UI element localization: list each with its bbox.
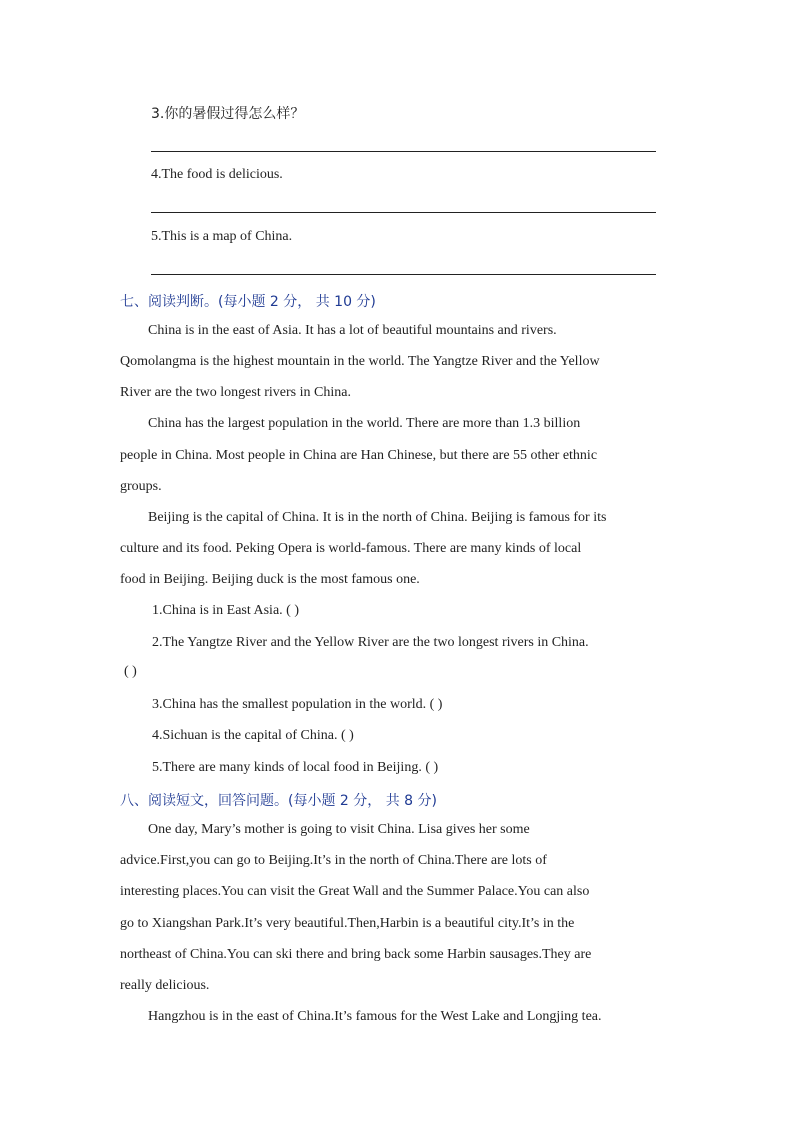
passage-7-line: people in China. Most people in China are Han Chinese, but there are 55 other ethnic — [120, 448, 598, 463]
answer-line-3 — [151, 151, 656, 152]
passage-8-line: northeast of China.You can ski there and bring back some Harbin sausages.They are — [120, 947, 592, 962]
passage-7-line: China has the largest population in the world. There are more than 1.3 billion — [148, 416, 581, 431]
question-6-3: 3.你的暑假过得怎么样？ — [151, 106, 305, 122]
section-8-heading: 八、阅读短文，回答问题。(每小题 2 分， 共 8 分) — [120, 793, 437, 809]
passage-8-line: Hangzhou is in the east of China.It’s famous for the West Lake and Longjing tea. — [148, 1009, 602, 1024]
passage-7-line: culture and its food. Peking Opera is world-famous. There are many kinds of local — [120, 541, 582, 556]
judgement-question-2: 2.The Yangtze River and the Yellow River are the two longest rivers in China. — [152, 635, 589, 650]
passage-8-line: go to Xiangshan Park.It’s very beautiful.Then,Harbin is a beautiful city.It’s in the — [120, 916, 575, 931]
question-6-5: 5.This is a map of China. — [151, 229, 293, 244]
passage-7-line: Beijing is the capital of China. It is in the north of China. Beijing is famous for its — [148, 510, 607, 525]
passage-8-line: advice.First,you can go to Beijing.It’s in the north of China.There are lots of — [120, 853, 547, 868]
answer-line-4 — [151, 212, 656, 213]
judgement-question-4: 4.Sichuan is the capital of China. ( ) — [152, 728, 354, 743]
passage-8-line: One day, Mary’s mother is going to visit China. Lisa gives her some — [148, 822, 530, 837]
judgement-question-1: 1.China is in East Asia. ( ) — [152, 603, 299, 618]
judgement-question-2-bracket: ( ) — [124, 664, 137, 679]
passage-7-line: food in Beijing. Beijing duck is the most famous one. — [120, 572, 420, 587]
passage-7-line: River are the two longest rivers in China. — [120, 385, 351, 400]
passage-8-line: interesting places.You can visit the Great Wall and the Summer Palace.You can also — [120, 884, 590, 899]
passage-7-line: Qomolangma is the highest mountain in the world. The Yangtze River and the Yellow — [120, 354, 600, 369]
passage-8-line: really delicious. — [120, 978, 210, 993]
passage-7-line: groups. — [120, 479, 162, 494]
answer-line-5 — [151, 274, 656, 275]
passage-7-line: China is in the east of Asia. It has a lot of beautiful mountains and rivers. — [148, 323, 557, 338]
judgement-question-3: 3.China has the smallest population in the world. ( ) — [152, 697, 443, 712]
section-7-heading: 七、阅读判断。(每小题 2 分， 共 10 分) — [120, 294, 376, 310]
question-6-4: 4.The food is delicious. — [151, 167, 283, 182]
judgement-question-5: 5.There are many kinds of local food in Beijing. ( ) — [152, 760, 439, 775]
